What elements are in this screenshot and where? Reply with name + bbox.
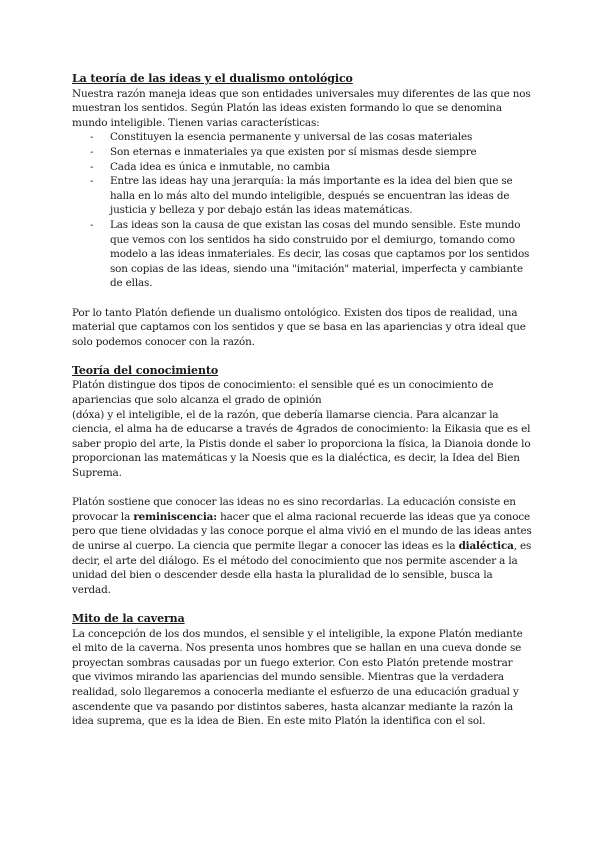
section-heading-knowledge: Teoría del conocimiento bbox=[72, 363, 219, 377]
term-reminiscencia: reminiscencia: bbox=[133, 510, 217, 523]
p2-text-a: Platón sostiene que conocer las ideas no es sino recordarlas. La educación consiste en provocar la bbox=[72, 496, 516, 523]
paragraph-gap bbox=[72, 291, 534, 306]
ideas-characteristics-list bbox=[72, 130, 534, 291]
list-item: - Son eternas e inmateriales ya que existen por sí mismas desde siempre bbox=[110, 145, 534, 160]
knowledge-p1-line1: Platón distingue dos tipos de conocimiento: el sensible qué es un conocimiento de apariencias que solo alcanza el grado de opinión bbox=[72, 379, 494, 407]
list-item: - Cada idea es única e inmutable, no cambia bbox=[110, 160, 534, 175]
p2-text-b: hacer que el alma racional recuerde las ideas que ya conoce pero que tiene olvidadas y las conoce porque el alma vivió en el mundo de las ideas antes de unirse al cuerpo. La ciencia que permite llegar a conocer las ideas es la bbox=[72, 510, 532, 552]
document-page bbox=[72, 72, 534, 729]
knowledge-paragraph-1 bbox=[72, 378, 534, 480]
list-item: - Entre las ideas hay una jerarquía: la más importante es la idea del bien que se halla en lo más alto del mundo inteligible, después se encuentran las ideas de justicia y belleza y por debajo están las ideas matemáticas. bbox=[110, 174, 534, 218]
paragraph-gap bbox=[72, 481, 534, 496]
dualism-conclusion: Por lo tanto Platón defiende un dualismo ontológico. Existen dos tipos de realidad, una material que captamos con los sentidos y que se basa en las apariencias y otra ideal que solo podemos conocer con la razón. bbox=[72, 306, 526, 348]
paragraph-gap bbox=[72, 597, 534, 612]
paragraph-gap bbox=[72, 349, 534, 364]
term-dialectica: dialéctica bbox=[458, 540, 514, 552]
p2-text-c: , es decir, el arte del diálogo. Es el método del conocimiento que nos permite ascender a la unidad del bien o descender desde ella hasta la pluralidad de lo sensible, busca la verdad. bbox=[72, 540, 532, 596]
list-item: - Constituyen la esencia permanente y universal de las cosas materiales bbox=[110, 130, 534, 145]
list-item: - Las ideas son la causa de que existan las cosas del mundo sensible. Este mundo que vemos con los sentidos ha sido construido por el demiurgo, tomando como modelo a las ideas inmateriales. Es decir, las cosas que captamos por los sentidos son copias de las ideas, siendo una "imitación" material, imperfecta y cambiante de ellas. bbox=[110, 218, 534, 291]
knowledge-paragraph-2 bbox=[72, 495, 534, 597]
section-heading-cave: Mito de la caverna bbox=[72, 611, 185, 625]
knowledge-p1-line2: (dóxa) y el inteligible, el de la razón, que debería llamarse ciencia. Para alcanzar la ciencia, el alma ha de educarse a través de 4grados de conocimiento: la Eikasia que es el saber propio del arte, la Pistis donde el saber lo proporciona la física, la Dianoia donde lo proporcionan las matemáticas y la Noesis que es la dialéctica, es decir, la Idea del Bien Suprema. bbox=[72, 408, 531, 480]
cave-paragraph: La concepción de los dos mundos, el sensible y el inteligible, la expone Platón mediante el mito de la caverna. Nos presenta unos hombres que se hallan en una cueva donde se proyectan sombras causadas por un fuego exterior. Con esto Platón pretende mostrar que vivimos mirando las apariencias del mundo sensible. Mientras que la verdadera realidad, solo llegaremos a conocerla mediante el esfuerzo de una educación gradual y ascendente que va pasando por distintos saberes, hasta alcanzar mediante la razón la idea suprema, que es la idea de Bien. En este mito Platón la identifica con el sol. bbox=[72, 627, 523, 728]
ideas-intro: Nuestra razón maneja ideas que son entidades universales muy diferentes de las que nos muestran los sentidos. Según Platón las ideas existen formando lo que se denomina mundo inteligible. Tienen varias características: bbox=[72, 87, 531, 129]
section-heading-ideas: La teoría de las ideas y el dualismo ontológico bbox=[72, 72, 353, 85]
